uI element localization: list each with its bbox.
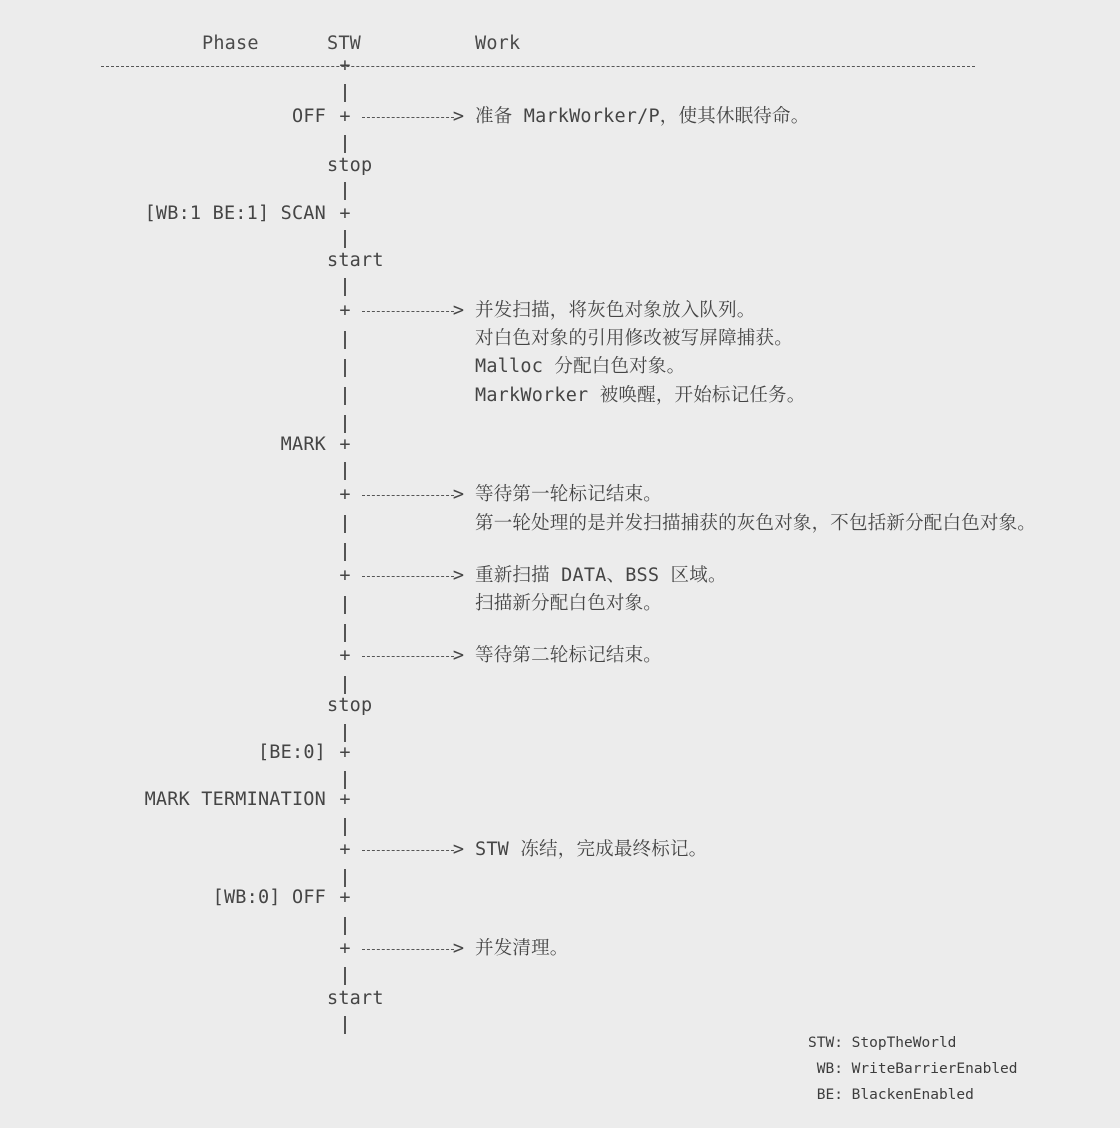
timeline-node: + bbox=[339, 203, 351, 224]
timeline-node: + bbox=[339, 484, 351, 505]
timeline-bar bbox=[344, 278, 346, 296]
timeline-node: + bbox=[339, 434, 351, 455]
timeline-node: + bbox=[339, 300, 351, 321]
timeline-bar bbox=[344, 596, 346, 614]
work-wait-first: 等待第一轮标记结束。 bbox=[475, 484, 663, 505]
arrow: > bbox=[362, 565, 464, 587]
phase-off: OFF bbox=[291, 106, 326, 127]
stw-stop: stop bbox=[327, 695, 373, 716]
work-write-barrier: 对白色对象的引用修改被写屏障捕获。 bbox=[475, 328, 793, 349]
arrow: > bbox=[362, 106, 464, 128]
timeline-bar bbox=[344, 462, 346, 480]
legend-be: BE: BlackenEnabled bbox=[808, 1087, 974, 1103]
timeline-bar bbox=[344, 359, 346, 377]
legend-stw: STW: StopTheWorld bbox=[808, 1035, 957, 1051]
work-malloc: Malloc 分配白色对象。 bbox=[475, 356, 686, 377]
timeline-bar bbox=[344, 624, 346, 642]
timeline-node: + bbox=[339, 565, 351, 586]
timeline-bar bbox=[344, 771, 346, 789]
header-stw: STW bbox=[327, 33, 362, 54]
timeline-bar bbox=[344, 818, 346, 836]
work-off: 准备 MarkWorker/P，使其休眠待命。 bbox=[475, 106, 810, 127]
arrow: > bbox=[362, 645, 464, 667]
timeline-node: + bbox=[339, 106, 351, 127]
timeline-bar bbox=[344, 1016, 346, 1034]
timeline-bar bbox=[344, 415, 346, 433]
header-work: Work bbox=[475, 33, 521, 54]
timeline-node: + bbox=[339, 839, 351, 860]
timeline-bar bbox=[344, 84, 346, 102]
arrow: > bbox=[362, 300, 464, 322]
timeline-bar bbox=[344, 387, 346, 405]
arrow: > bbox=[362, 938, 464, 960]
header-phase: Phase bbox=[202, 33, 259, 54]
work-scan-new: 扫描新分配白色对象。 bbox=[475, 593, 663, 614]
header-divider bbox=[101, 66, 975, 67]
timeline-node: + bbox=[339, 887, 351, 908]
work-concurrent-scan: 并发扫描，将灰色对象放入队列。 bbox=[475, 300, 756, 321]
work-markworker: MarkWorker 被唤醒，开始标记任务。 bbox=[475, 385, 806, 406]
work-wait-second: 等待第二轮标记结束。 bbox=[475, 645, 663, 666]
phase-mark: MARK bbox=[280, 434, 326, 455]
timeline-bar bbox=[344, 869, 346, 887]
timeline-node: + bbox=[339, 789, 351, 810]
timeline-bar bbox=[344, 917, 346, 935]
timeline-node: + bbox=[339, 938, 351, 959]
stw-start: start bbox=[327, 988, 384, 1009]
arrow: > bbox=[362, 839, 464, 861]
legend-wb: WB: WriteBarrierEnabled bbox=[808, 1061, 1018, 1077]
work-rescan: 重新扫描 DATA、BSS 区域。 bbox=[475, 565, 727, 586]
timeline-bar bbox=[344, 543, 346, 561]
timeline-bar bbox=[344, 230, 346, 248]
work-sweep: 并发清理。 bbox=[475, 938, 569, 959]
timeline-node: + bbox=[339, 645, 351, 666]
phase-wb0-off: [WB:0] OFF bbox=[212, 887, 326, 908]
stw-start: start bbox=[327, 250, 384, 271]
header-junction: + bbox=[339, 55, 351, 76]
work-first-round-detail: 第一轮处理的是并发扫描捕获的灰色对象，不包括新分配白色对象。 bbox=[475, 513, 1037, 534]
phase-mark-termination: MARK TERMINATION bbox=[144, 789, 326, 810]
timeline-bar bbox=[344, 967, 346, 985]
timeline-bar bbox=[344, 135, 346, 153]
timeline-bar bbox=[344, 182, 346, 200]
timeline-bar bbox=[344, 515, 346, 533]
timeline-bar bbox=[344, 331, 346, 349]
work-stw-freeze: STW 冻结，完成最终标记。 bbox=[475, 839, 708, 860]
timeline-node: + bbox=[339, 742, 351, 763]
phase-scan: [WB:1 BE:1] SCAN bbox=[144, 203, 326, 224]
timeline-bar bbox=[344, 724, 346, 742]
arrow: > bbox=[362, 484, 464, 506]
stw-stop: stop bbox=[327, 155, 373, 176]
timeline-bar bbox=[344, 676, 346, 694]
phase-be0: [BE:0] bbox=[257, 742, 326, 763]
